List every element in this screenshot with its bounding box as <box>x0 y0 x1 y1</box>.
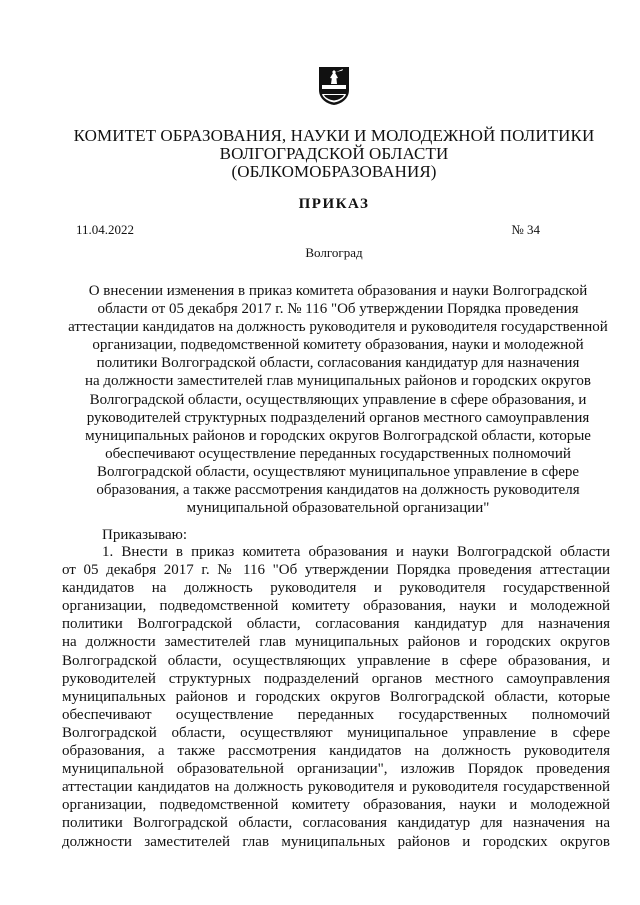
subject-line: обеспечивают осуществление переданных государственных полномочий <box>105 445 571 462</box>
body-line: от 05 декабря 2017 г. № 116 "Об утверждении Порядка проведения аттестации <box>62 562 610 579</box>
subject-line: области от 05 декабря 2017 г. № 116 "Об утверждении Порядка проведения <box>97 301 579 318</box>
body-line: муниципальной образовательной организации", изложив Порядок проведения <box>62 761 610 778</box>
organization-abbreviation: (ОБЛКОМОБРАЗОВАНИЯ) <box>231 162 437 181</box>
subject-line: образования, а также рассмотрения кандидатов на должность руководителя <box>96 482 580 499</box>
body-line: организации, подведомственной комитету образования, науки и молодежной <box>62 598 610 615</box>
subject-line: организации, подведомственной комитету образования, науки и молодежной <box>92 337 584 354</box>
body-line: аттестации кандидатов на должность руководителя и руководителя государственной <box>62 779 610 796</box>
body-line: должности заместителей глав муниципальных районов и городских округов <box>62 833 610 850</box>
document-city: Волгоград <box>305 245 363 260</box>
subject-line: руководителей структурных подразделений органов местного самоуправления <box>86 409 590 426</box>
body-line: политики Волгоградской области, согласования кандидатур для назначения <box>62 616 610 633</box>
body-line: политики Волгоградской области, согласования кандидатур для назначения на <box>62 815 610 832</box>
body-line: муниципальных районов и городских округов Волгоградской области, которые <box>62 688 610 705</box>
subject-line: Волгоградской области, осуществляют муниципальное управление в сфере <box>96 463 580 480</box>
body-line: 1. Внести в приказ комитета образования и науки Волгоградской области <box>102 544 610 560</box>
body-line: образования, а также рассмотрения кандидатов на должность руководителя <box>62 743 610 760</box>
subject-line: О внесении изменения в приказ комитета образования и науки Волгоградской <box>88 283 588 299</box>
subject-line: на должности заместителей глав муниципальных районов и городских округов <box>84 373 592 390</box>
subject-line: политики Волгоградской области, согласования кандидатур для назначения <box>96 355 580 372</box>
body-line: Волгоградской области, осуществляют муниципальное управление в сфере <box>62 724 610 741</box>
organization-name-line-2: ВОЛГОГРАДСКОЙ ОБЛАСТИ <box>219 144 449 163</box>
order-body-paragraph <box>62 543 610 851</box>
body-line: руководителей структурных подразделений органов местного самоуправления <box>62 670 610 687</box>
document-subject <box>60 282 616 517</box>
subject-line: муниципальных районов и городских округов Волгоградской области, которые <box>85 427 591 444</box>
subject-line: Волгоградской области, осуществляющих управление в сфере образования, и <box>89 391 587 408</box>
body-line: организации, подведомственной комитету образования, науки и молодежной <box>62 797 610 814</box>
organization-name-line-1: КОМИТЕТ ОБРАЗОВАНИЯ, НАУКИ И МОЛОДЕЖНОЙ ПОЛИТИКИ <box>73 126 595 145</box>
volgograd-coat-of-arms-icon <box>318 66 350 106</box>
document-date: 11.04.2022 <box>76 222 135 237</box>
subject-line: аттестации кандидатов на должность руководителя и руководителя государственной <box>68 319 608 336</box>
body-line: Волгоградской области, осуществляющих управление в сфере образования, и <box>62 652 610 669</box>
body-line: на должности заместителей глав муниципальных районов и городских округов <box>62 634 610 651</box>
orders-label: Приказываю: <box>102 527 187 543</box>
body-line: обеспечивают осуществление переданных государственных полномочий <box>62 706 610 723</box>
document-number: № 34 <box>511 222 540 237</box>
body-line: кандидатов на должность руководителя и руководителя государственной <box>62 580 610 597</box>
document-type-title: ПРИКАЗ <box>298 196 370 212</box>
subject-line: муниципальной образовательной организации" <box>186 500 490 517</box>
